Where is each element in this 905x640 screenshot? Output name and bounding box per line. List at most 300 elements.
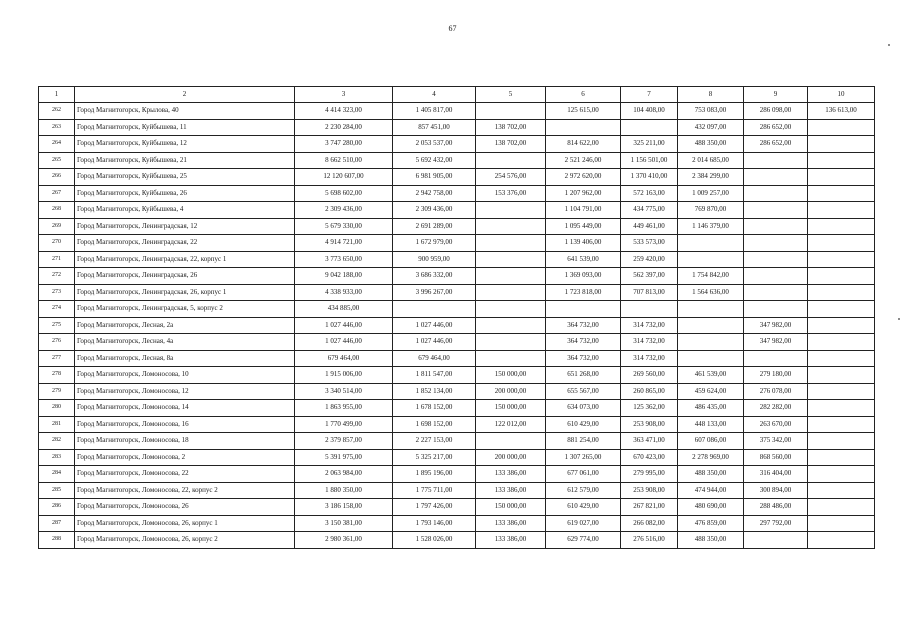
col-3-value-cell: 4 338 933,00 <box>295 284 393 301</box>
col-10-value-cell <box>808 466 875 483</box>
col-7-value-cell: 572 163,00 <box>621 185 678 202</box>
col-3-value-cell: 679 464,00 <box>295 350 393 367</box>
col-3-value-cell: 2 379 857,00 <box>295 433 393 450</box>
col-8-value-cell <box>678 350 744 367</box>
col-10-value-cell <box>808 202 875 219</box>
col-10-value-cell <box>808 416 875 433</box>
header-row <box>39 87 875 103</box>
col-7-value-cell: 562 397,00 <box>621 268 678 285</box>
row-number-cell: 282 <box>39 433 75 450</box>
col-6-value-cell: 612 579,00 <box>546 482 621 499</box>
col-5-value-cell: 133 386,00 <box>476 466 546 483</box>
col-7-value-cell: 707 813,00 <box>621 284 678 301</box>
col-6-value-cell: 1 723 818,00 <box>546 284 621 301</box>
col-4-value-cell: 6 981 905,00 <box>393 169 476 186</box>
col-8-value-cell <box>678 317 744 334</box>
table-row <box>39 416 875 433</box>
col-4-value-cell: 1 852 134,00 <box>393 383 476 400</box>
col-10-value-cell <box>808 136 875 153</box>
col-9-value-cell <box>744 532 808 549</box>
col-8-value-cell: 480 690,00 <box>678 499 744 516</box>
col-5-value-cell <box>476 433 546 450</box>
col-7-value-cell: 314 732,00 <box>621 317 678 334</box>
col-4-value-cell: 1 793 146,00 <box>393 515 476 532</box>
col-9-value-cell <box>744 284 808 301</box>
table-row <box>39 334 875 351</box>
table-row <box>39 515 875 532</box>
address-cell: Город Магнитогорск, Лесная, 4а <box>75 334 295 351</box>
col-9-value-cell <box>744 235 808 252</box>
row-number-cell: 281 <box>39 416 75 433</box>
table-row <box>39 235 875 252</box>
address-cell: Город Магнитогорск, Ленинградская, 12 <box>75 218 295 235</box>
col-5-value-cell: 200 000,00 <box>476 383 546 400</box>
col-9-value-cell: 286 652,00 <box>744 119 808 136</box>
col-8-value-cell: 607 086,00 <box>678 433 744 450</box>
col-7-value-cell: 434 775,00 <box>621 202 678 219</box>
col-6-value-cell: 634 073,00 <box>546 400 621 417</box>
col-3-value-cell: 5 391 975,00 <box>295 449 393 466</box>
col-8-value-cell: 2 384 299,00 <box>678 169 744 186</box>
col-8-value-cell: 488 350,00 <box>678 136 744 153</box>
table-row <box>39 317 875 334</box>
address-cell: Город Магнитогорск, Ломоносова, 26, корпус 1 <box>75 515 295 532</box>
col-9-value-cell: 279 180,00 <box>744 367 808 384</box>
table-row <box>39 284 875 301</box>
column-header-8: 8 <box>678 87 744 103</box>
col-10-value-cell <box>808 317 875 334</box>
col-10-value-cell <box>808 383 875 400</box>
col-8-value-cell: 753 083,00 <box>678 103 744 120</box>
col-5-value-cell <box>476 251 546 268</box>
col-9-value-cell: 286 098,00 <box>744 103 808 120</box>
table-row <box>39 251 875 268</box>
address-cell: Город Магнитогорск, Ломоносова, 12 <box>75 383 295 400</box>
col-7-value-cell <box>621 301 678 318</box>
col-3-value-cell: 9 042 188,00 <box>295 268 393 285</box>
col-5-value-cell <box>476 334 546 351</box>
row-number-cell: 262 <box>39 103 75 120</box>
address-cell: Город Магнитогорск, Ломоносова, 22 <box>75 466 295 483</box>
row-number-cell: 287 <box>39 515 75 532</box>
col-8-value-cell: 488 350,00 <box>678 466 744 483</box>
col-3-value-cell: 3 773 650,00 <box>295 251 393 268</box>
col-4-value-cell: 1 895 196,00 <box>393 466 476 483</box>
table-body <box>39 103 875 549</box>
col-4-value-cell: 679 464,00 <box>393 350 476 367</box>
row-number-cell: 286 <box>39 499 75 516</box>
col-5-value-cell: 150 000,00 <box>476 367 546 384</box>
table-row <box>39 383 875 400</box>
table-row <box>39 482 875 499</box>
table-row <box>39 367 875 384</box>
col-6-value-cell: 364 732,00 <box>546 334 621 351</box>
address-cell: Город Магнитогорск, Ломоносова, 18 <box>75 433 295 450</box>
address-cell: Город Магнитогорск, Ленинградская, 22 <box>75 235 295 252</box>
address-cell: Город Магнитогорск, Куйбышева, 25 <box>75 169 295 186</box>
col-6-value-cell: 1 369 093,00 <box>546 268 621 285</box>
col-3-value-cell: 3 747 280,00 <box>295 136 393 153</box>
column-header-10: 10 <box>808 87 875 103</box>
col-6-value-cell: 814 622,00 <box>546 136 621 153</box>
row-number-cell: 274 <box>39 301 75 318</box>
table-row <box>39 532 875 549</box>
address-cell: Город Магнитогорск, Куйбышева, 11 <box>75 119 295 136</box>
col-6-value-cell: 651 268,00 <box>546 367 621 384</box>
col-9-value-cell: 297 792,00 <box>744 515 808 532</box>
col-5-value-cell: 133 386,00 <box>476 532 546 549</box>
col-6-value-cell: 641 539,00 <box>546 251 621 268</box>
row-number-cell: 277 <box>39 350 75 367</box>
address-cell: Город Магнитогорск, Куйбышева, 26 <box>75 185 295 202</box>
col-8-value-cell: 1 754 842,00 <box>678 268 744 285</box>
col-5-value-cell: 254 576,00 <box>476 169 546 186</box>
table-row <box>39 185 875 202</box>
col-10-value-cell <box>808 515 875 532</box>
col-6-value-cell: 881 254,00 <box>546 433 621 450</box>
column-header-6: 6 <box>546 87 621 103</box>
row-number-cell: 263 <box>39 119 75 136</box>
col-6-value-cell: 610 429,00 <box>546 499 621 516</box>
col-9-value-cell: 316 404,00 <box>744 466 808 483</box>
col-10-value-cell <box>808 301 875 318</box>
col-6-value-cell: 629 774,00 <box>546 532 621 549</box>
col-4-value-cell: 5 692 432,00 <box>393 152 476 169</box>
col-7-value-cell: 259 420,00 <box>621 251 678 268</box>
col-6-value-cell: 1 139 406,00 <box>546 235 621 252</box>
address-cell: Город Магнитогорск, Ленинградская, 22, корпус 1 <box>75 251 295 268</box>
col-4-value-cell: 3 686 332,00 <box>393 268 476 285</box>
col-5-value-cell <box>476 218 546 235</box>
col-4-value-cell: 1 405 817,00 <box>393 103 476 120</box>
col-7-value-cell: 125 362,00 <box>621 400 678 417</box>
col-5-value-cell <box>476 317 546 334</box>
col-6-value-cell: 1 104 791,00 <box>546 202 621 219</box>
col-9-value-cell: 375 342,00 <box>744 433 808 450</box>
address-cell: Город Магнитогорск, Ломоносова, 26, корпус 2 <box>75 532 295 549</box>
row-number-cell: 273 <box>39 284 75 301</box>
col-8-value-cell <box>678 334 744 351</box>
col-8-value-cell: 448 133,00 <box>678 416 744 433</box>
col-4-value-cell: 1 528 026,00 <box>393 532 476 549</box>
col-5-value-cell <box>476 301 546 318</box>
col-10-value-cell <box>808 235 875 252</box>
address-cell: Город Магнитогорск, Ломоносова, 16 <box>75 416 295 433</box>
col-3-value-cell: 3 186 158,00 <box>295 499 393 516</box>
col-3-value-cell: 1 915 006,00 <box>295 367 393 384</box>
table-row <box>39 268 875 285</box>
col-3-value-cell: 1 880 350,00 <box>295 482 393 499</box>
col-6-value-cell <box>546 301 621 318</box>
row-number-cell: 265 <box>39 152 75 169</box>
row-number-cell: 267 <box>39 185 75 202</box>
col-4-value-cell: 5 325 217,00 <box>393 449 476 466</box>
col-3-value-cell: 2 980 361,00 <box>295 532 393 549</box>
col-6-value-cell: 610 429,00 <box>546 416 621 433</box>
address-cell: Город Магнитогорск, Ломоносова, 2 <box>75 449 295 466</box>
col-4-value-cell: 2 053 537,00 <box>393 136 476 153</box>
col-9-value-cell <box>744 202 808 219</box>
table-row <box>39 449 875 466</box>
row-number-cell: 264 <box>39 136 75 153</box>
col-9-value-cell <box>744 251 808 268</box>
col-3-value-cell: 3 340 514,00 <box>295 383 393 400</box>
col-4-value-cell: 1 672 979,00 <box>393 235 476 252</box>
col-3-value-cell: 3 150 381,00 <box>295 515 393 532</box>
col-9-value-cell: 347 982,00 <box>744 317 808 334</box>
col-9-value-cell: 276 078,00 <box>744 383 808 400</box>
col-9-value-cell: 347 982,00 <box>744 334 808 351</box>
col-8-value-cell: 486 435,00 <box>678 400 744 417</box>
col-4-value-cell: 1 811 547,00 <box>393 367 476 384</box>
address-cell: Город Магнитогорск, Куйбышева, 21 <box>75 152 295 169</box>
col-4-value-cell: 3 996 267,00 <box>393 284 476 301</box>
col-3-value-cell: 434 885,00 <box>295 301 393 318</box>
col-9-value-cell <box>744 185 808 202</box>
address-cell: Город Магнитогорск, Лесная, 8а <box>75 350 295 367</box>
col-5-value-cell: 153 376,00 <box>476 185 546 202</box>
col-8-value-cell: 474 944,00 <box>678 482 744 499</box>
row-number-cell: 275 <box>39 317 75 334</box>
col-9-value-cell <box>744 268 808 285</box>
col-4-value-cell: 1 027 446,00 <box>393 317 476 334</box>
col-5-value-cell <box>476 152 546 169</box>
col-10-value-cell <box>808 218 875 235</box>
col-8-value-cell: 2 278 969,00 <box>678 449 744 466</box>
col-10-value-cell <box>808 334 875 351</box>
col-3-value-cell: 1 770 499,00 <box>295 416 393 433</box>
column-header-1: 1 <box>39 87 75 103</box>
col-8-value-cell: 488 350,00 <box>678 532 744 549</box>
registry-table <box>38 86 875 549</box>
col-10-value-cell <box>808 499 875 516</box>
col-4-value-cell: 1 775 711,00 <box>393 482 476 499</box>
col-6-value-cell: 677 061,00 <box>546 466 621 483</box>
row-number-cell: 271 <box>39 251 75 268</box>
col-3-value-cell: 1 027 446,00 <box>295 317 393 334</box>
row-number-cell: 272 <box>39 268 75 285</box>
col-7-value-cell <box>621 119 678 136</box>
table-row <box>39 499 875 516</box>
col-10-value-cell <box>808 119 875 136</box>
col-5-value-cell <box>476 284 546 301</box>
col-6-value-cell: 2 972 620,00 <box>546 169 621 186</box>
col-9-value-cell: 868 560,00 <box>744 449 808 466</box>
col-3-value-cell: 8 662 510,00 <box>295 152 393 169</box>
address-cell: Город Магнитогорск, Ломоносова, 10 <box>75 367 295 384</box>
row-number-cell: 279 <box>39 383 75 400</box>
col-5-value-cell: 122 012,00 <box>476 416 546 433</box>
col-3-value-cell: 1 027 446,00 <box>295 334 393 351</box>
row-number-cell: 283 <box>39 449 75 466</box>
col-5-value-cell: 133 386,00 <box>476 482 546 499</box>
table-row <box>39 136 875 153</box>
col-3-value-cell: 2 230 284,00 <box>295 119 393 136</box>
row-number-cell: 284 <box>39 466 75 483</box>
address-cell: Город Магнитогорск, Ломоносова, 26 <box>75 499 295 516</box>
col-8-value-cell: 1 009 257,00 <box>678 185 744 202</box>
col-5-value-cell <box>476 103 546 120</box>
col-7-value-cell: 670 423,00 <box>621 449 678 466</box>
col-6-value-cell: 2 521 246,00 <box>546 152 621 169</box>
col-6-value-cell: 125 615,00 <box>546 103 621 120</box>
column-header-7: 7 <box>621 87 678 103</box>
col-3-value-cell: 4 414 323,00 <box>295 103 393 120</box>
col-4-value-cell: 2 309 436,00 <box>393 202 476 219</box>
table-row <box>39 119 875 136</box>
col-5-value-cell: 138 702,00 <box>476 119 546 136</box>
col-6-value-cell: 364 732,00 <box>546 317 621 334</box>
col-6-value-cell: 1 307 265,00 <box>546 449 621 466</box>
col-6-value-cell: 655 567,00 <box>546 383 621 400</box>
address-cell: Город Магнитогорск, Ленинградская, 26, корпус 1 <box>75 284 295 301</box>
col-8-value-cell: 476 859,00 <box>678 515 744 532</box>
col-4-value-cell: 1 027 446,00 <box>393 334 476 351</box>
col-4-value-cell: 2 227 153,00 <box>393 433 476 450</box>
col-10-value-cell: 136 613,00 <box>808 103 875 120</box>
scan-speck <box>888 44 890 46</box>
col-10-value-cell <box>808 169 875 186</box>
column-header-9: 9 <box>744 87 808 103</box>
col-10-value-cell <box>808 152 875 169</box>
row-number-cell: 268 <box>39 202 75 219</box>
col-8-value-cell: 461 539,00 <box>678 367 744 384</box>
table-row <box>39 152 875 169</box>
col-8-value-cell: 432 097,00 <box>678 119 744 136</box>
col-8-value-cell <box>678 301 744 318</box>
address-cell: Город Магнитогорск, Крылова, 40 <box>75 103 295 120</box>
row-number-cell: 285 <box>39 482 75 499</box>
col-7-value-cell: 267 821,00 <box>621 499 678 516</box>
col-7-value-cell: 1 156 501,00 <box>621 152 678 169</box>
table-row <box>39 218 875 235</box>
col-9-value-cell: 282 282,00 <box>744 400 808 417</box>
col-9-value-cell <box>744 152 808 169</box>
col-7-value-cell: 269 560,00 <box>621 367 678 384</box>
col-6-value-cell <box>546 119 621 136</box>
address-cell: Город Магнитогорск, Куйбышева, 12 <box>75 136 295 153</box>
row-number-cell: 278 <box>39 367 75 384</box>
col-6-value-cell: 364 732,00 <box>546 350 621 367</box>
col-7-value-cell: 253 908,00 <box>621 416 678 433</box>
col-10-value-cell <box>808 532 875 549</box>
col-7-value-cell: 266 082,00 <box>621 515 678 532</box>
col-7-value-cell: 253 908,00 <box>621 482 678 499</box>
col-5-value-cell: 138 702,00 <box>476 136 546 153</box>
col-4-value-cell: 857 451,00 <box>393 119 476 136</box>
col-9-value-cell: 288 486,00 <box>744 499 808 516</box>
col-7-value-cell: 314 732,00 <box>621 350 678 367</box>
col-4-value-cell: 1 698 152,00 <box>393 416 476 433</box>
col-8-value-cell <box>678 251 744 268</box>
address-cell: Город Магнитогорск, Куйбышева, 4 <box>75 202 295 219</box>
col-7-value-cell: 533 573,00 <box>621 235 678 252</box>
col-6-value-cell: 1 207 962,00 <box>546 185 621 202</box>
col-6-value-cell: 1 095 449,00 <box>546 218 621 235</box>
col-10-value-cell <box>808 350 875 367</box>
col-10-value-cell <box>808 482 875 499</box>
col-10-value-cell <box>808 449 875 466</box>
col-9-value-cell: 263 670,00 <box>744 416 808 433</box>
col-3-value-cell: 5 698 602,00 <box>295 185 393 202</box>
col-9-value-cell <box>744 350 808 367</box>
col-10-value-cell <box>808 251 875 268</box>
col-5-value-cell: 200 000,00 <box>476 449 546 466</box>
row-number-cell: 266 <box>39 169 75 186</box>
table-row <box>39 433 875 450</box>
col-7-value-cell: 276 516,00 <box>621 532 678 549</box>
scan-speck <box>898 318 900 320</box>
col-7-value-cell: 449 461,00 <box>621 218 678 235</box>
col-3-value-cell: 12 120 607,00 <box>295 169 393 186</box>
col-8-value-cell: 1 146 379,00 <box>678 218 744 235</box>
col-5-value-cell <box>476 235 546 252</box>
col-9-value-cell <box>744 301 808 318</box>
col-5-value-cell: 150 000,00 <box>476 499 546 516</box>
col-3-value-cell: 2 309 436,00 <box>295 202 393 219</box>
table-row <box>39 350 875 367</box>
table-row <box>39 202 875 219</box>
col-10-value-cell <box>808 367 875 384</box>
address-cell: Город Магнитогорск, Ленинградская, 26 <box>75 268 295 285</box>
col-4-value-cell: 2 942 758,00 <box>393 185 476 202</box>
col-10-value-cell <box>808 185 875 202</box>
col-9-value-cell <box>744 218 808 235</box>
address-cell: Город Магнитогорск, Ломоносова, 22, корпус 2 <box>75 482 295 499</box>
col-6-value-cell: 619 027,00 <box>546 515 621 532</box>
col-8-value-cell: 2 014 685,00 <box>678 152 744 169</box>
row-number-cell: 276 <box>39 334 75 351</box>
page-number: 67 <box>448 24 457 33</box>
col-7-value-cell: 1 370 410,00 <box>621 169 678 186</box>
col-7-value-cell: 325 211,00 <box>621 136 678 153</box>
table-row <box>39 169 875 186</box>
col-9-value-cell <box>744 169 808 186</box>
col-4-value-cell: 900 959,00 <box>393 251 476 268</box>
col-7-value-cell: 104 408,00 <box>621 103 678 120</box>
col-8-value-cell: 459 624,00 <box>678 383 744 400</box>
column-header-2: 2 <box>75 87 295 103</box>
col-10-value-cell <box>808 268 875 285</box>
col-4-value-cell: 2 691 289,00 <box>393 218 476 235</box>
col-7-value-cell: 279 995,00 <box>621 466 678 483</box>
row-number-cell: 288 <box>39 532 75 549</box>
column-header-5: 5 <box>476 87 546 103</box>
col-9-value-cell: 300 894,00 <box>744 482 808 499</box>
col-3-value-cell: 1 863 955,00 <box>295 400 393 417</box>
row-number-cell: 280 <box>39 400 75 417</box>
col-4-value-cell: 1 797 426,00 <box>393 499 476 516</box>
col-10-value-cell <box>808 400 875 417</box>
table-row <box>39 400 875 417</box>
column-header-4: 4 <box>393 87 476 103</box>
col-5-value-cell <box>476 202 546 219</box>
col-5-value-cell: 133 386,00 <box>476 515 546 532</box>
col-5-value-cell <box>476 350 546 367</box>
col-4-value-cell: 1 678 152,00 <box>393 400 476 417</box>
col-3-value-cell: 4 914 721,00 <box>295 235 393 252</box>
col-8-value-cell: 1 564 636,00 <box>678 284 744 301</box>
col-8-value-cell: 769 870,00 <box>678 202 744 219</box>
col-3-value-cell: 5 679 330,00 <box>295 218 393 235</box>
col-10-value-cell <box>808 284 875 301</box>
col-5-value-cell: 150 000,00 <box>476 400 546 417</box>
table-row <box>39 301 875 318</box>
table-row <box>39 466 875 483</box>
col-9-value-cell: 286 652,00 <box>744 136 808 153</box>
row-number-cell: 270 <box>39 235 75 252</box>
address-cell: Город Магнитогорск, Лесная, 2а <box>75 317 295 334</box>
